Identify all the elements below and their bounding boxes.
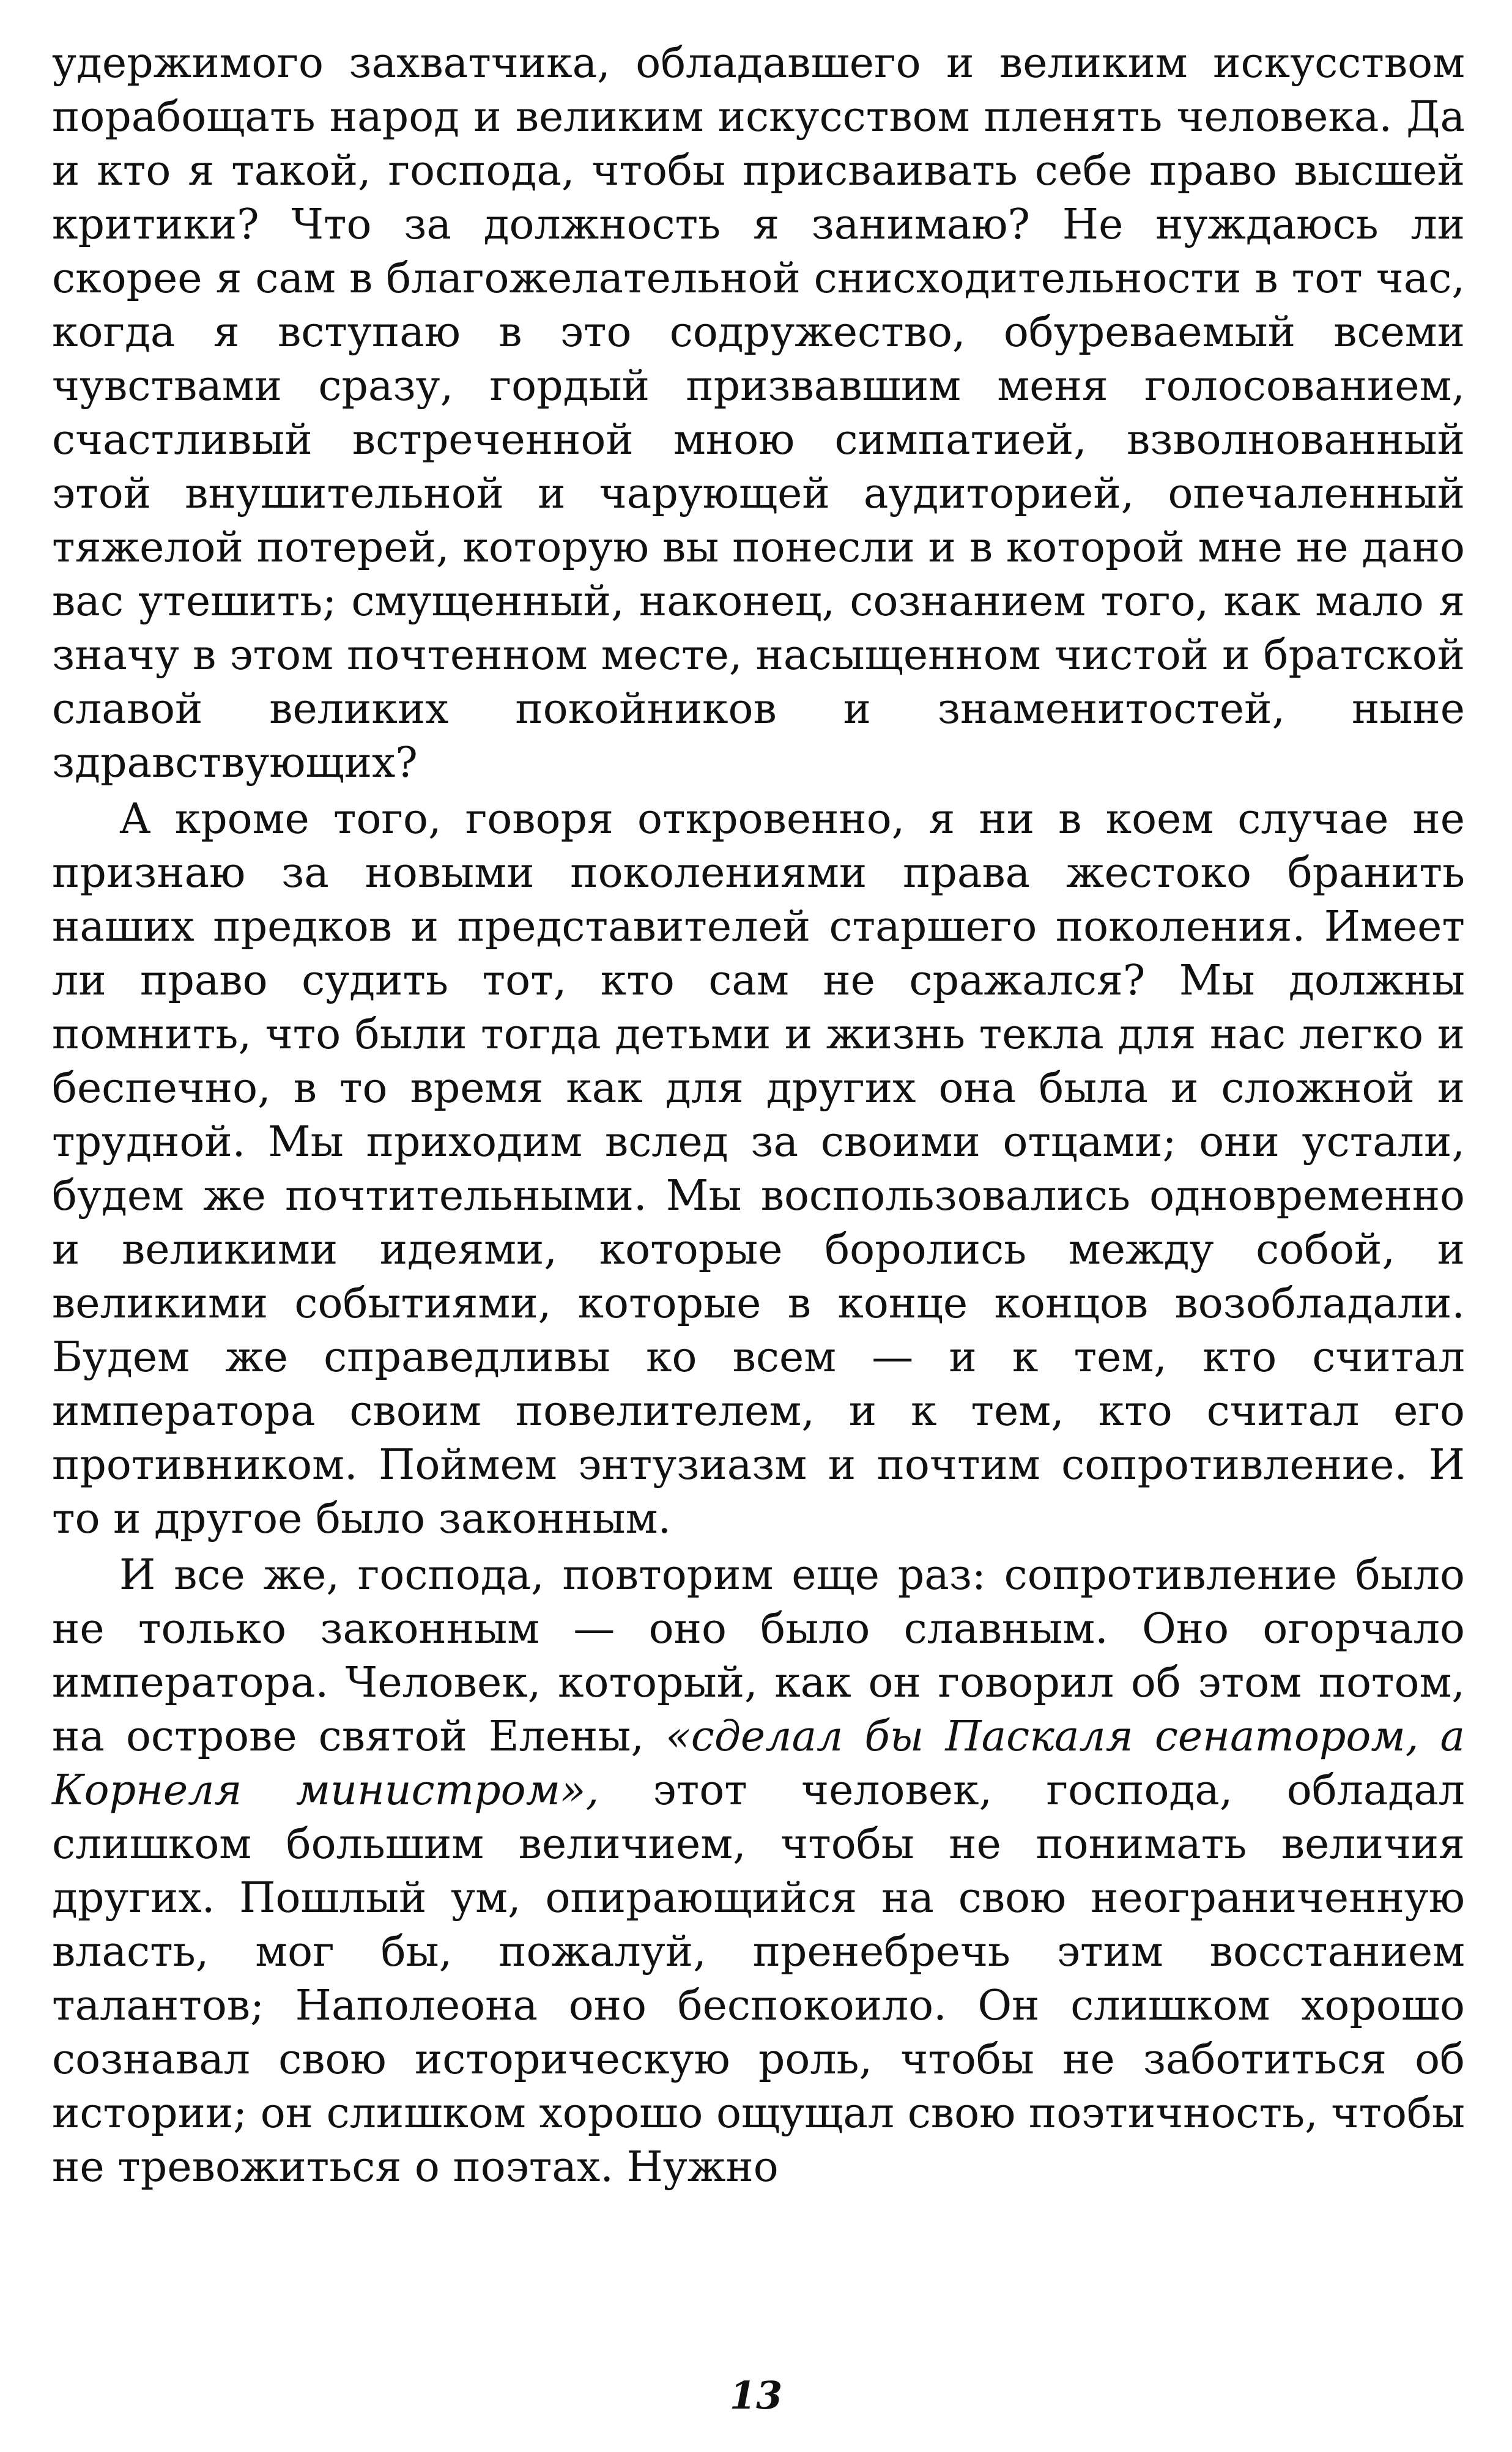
page-body <box>52 37 1465 2373</box>
paragraph-2: А кроме того, говоря откровенно, я ни в коем случае не признаю за новыми поколениями права жестоко бранить наших предков и представителей старшего поколения. Имеет ли право судить тот, кто сам не сражался? Мы должны помнить, что были тогда детьми и жизнь текла для нас легко и беспечно, в то время как для других она была и сложной и трудной. Мы приходим вслед за своими отцами; они устали, будем же почтительными. Мы воспользовались одновременно и великими идеями, которые боролись между собой, и великими событиями, которые в конце концов возобладали. Будем же справедливы ко всем — и к тем, кто считал императора своим повелителем, и к тем, кто считал его противником. Поймем энтузиазм и почтим сопротивление. И то и другое было законным. <box>52 795 1465 1543</box>
paragraph-1: удержимого захватчика, обладавшего и великим искусством порабощать народ и великим искусством пленять человека. Да и кто я такой, господа, чтобы присваивать себе право высшей критики? Что за должность я занимаю? Не нуждаюсь ли скорее я сам в благожелательной снисходительности в тот час, когда я вступаю в это содружество, обуреваемый всеми чувствами сразу, гордый призвавшим меня голосованием, счастливый встреченной мною симпатией, взволнованный этой внушительной и чарующей аудиторией, опечаленный тяжелой потерей, которую вы понесли и в которой мне не дано вас утешить; смущенный, наконец, сознанием того, как мало я значу в этом почтенном месте, насыщенном чистой и братской славой великих покойников и знаменитостей, ныне здравствующих? <box>52 39 1465 787</box>
napoleon-quote: «сделал бы Паскаля сенатором, а Корнеля министром», <box>52 1713 1465 1815</box>
paragraph-3-text-before: И все же, господа, повторим еще раз: сопротивление было не только законным — оно было славным. Оно огорчало императора. Человек, который, как он говорил об этом потом, на острове святой Елены, <box>52 1551 1465 1761</box>
page-number: 13 <box>729 2373 783 2418</box>
paragraph-3 <box>52 1549 1465 2195</box>
paragraph-3-text-after: этот человек, господа, обладал слишком большим величием, чтобы не понимать величия других. Пошлый ум, опирающийся на свою неограниченную власть, мог бы, пожалуй, пренебречь этим восстанием талантов; Наполеона оно беспокоило. Он слишком хорошо сознавал свою историческую роль, чтобы не заботиться об истории; он слишком хорошо ощущал свою поэтичность, чтобы не тревожиться о поэтах. Нужно <box>52 1766 1465 2191</box>
